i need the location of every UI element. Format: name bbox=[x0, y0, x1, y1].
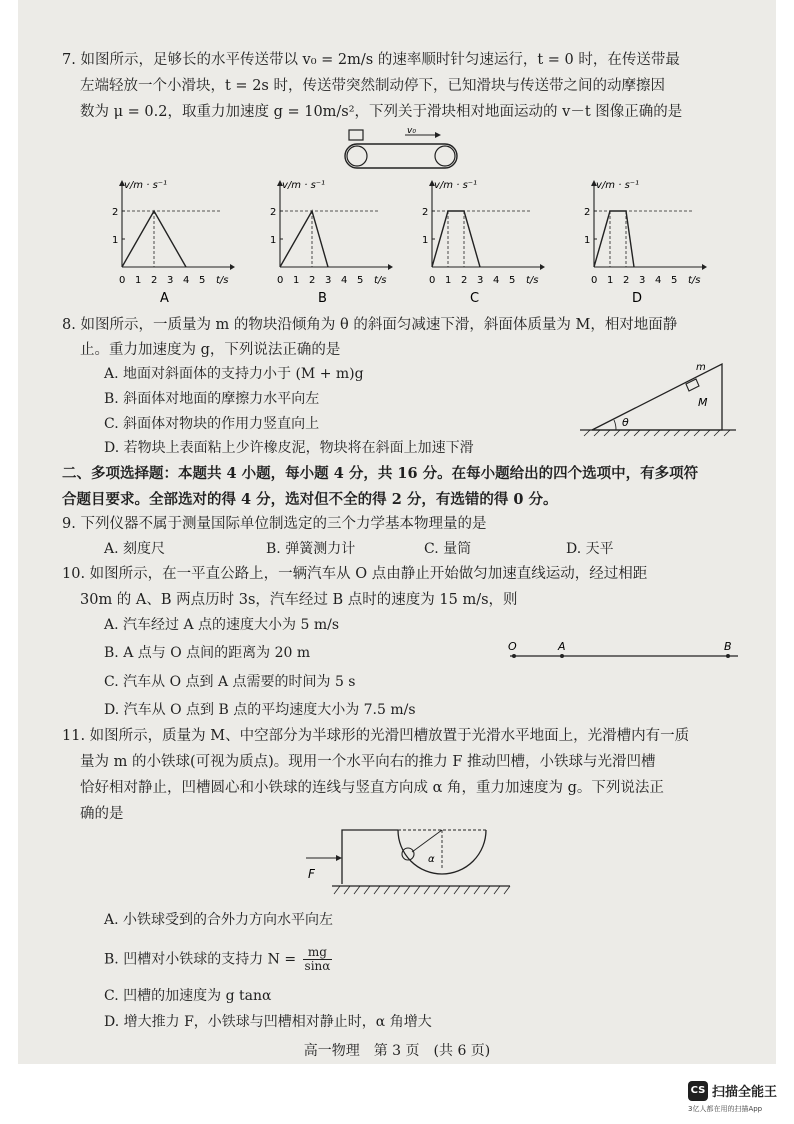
t-axis-label: t/s bbox=[526, 275, 539, 286]
q8-option-c: C. 斜面体对物块的作用力竖直向上 bbox=[104, 416, 320, 432]
graph-option-letter: B bbox=[318, 291, 327, 304]
groove-f-label: F bbox=[308, 867, 315, 881]
x-tick-label: 2 bbox=[623, 275, 630, 286]
q8-line1: 8. 如图所示，一质量为 m 的物块沿倾角为 θ 的斜面匀减速下滑，斜面体质量为 M，相对地面静 bbox=[62, 317, 678, 333]
section2-line1: 二、多项选择题：本题共 4 小题，每小题 4 分，共 16 分。在每小题给出的四个选项中，有多项符 bbox=[62, 465, 699, 482]
x-tick-label: 3 bbox=[325, 275, 332, 286]
graph-option-letter: D bbox=[632, 291, 643, 304]
camscanner-logo: CS bbox=[688, 1081, 708, 1101]
vt-curve bbox=[280, 211, 328, 267]
v-axis-label: v/m · s⁻¹ bbox=[124, 180, 168, 191]
t-axis-label: t/s bbox=[374, 275, 387, 286]
q8-line2: 止。重力加速度为 g，下列说法正确的是 bbox=[80, 342, 341, 358]
v-axis-label: v/m · s⁻¹ bbox=[596, 180, 640, 191]
x-tick-label: 1 bbox=[135, 275, 142, 286]
y-tick-label: 1 bbox=[270, 235, 277, 246]
vt-graph-b bbox=[256, 172, 396, 304]
x-tick-label: 5 bbox=[509, 275, 516, 286]
x-tick-label: 4 bbox=[183, 275, 190, 286]
vt-curve bbox=[594, 211, 634, 267]
q11-line2: 量为 m 的小铁球(可视为质点)。现用一个水平向右的推力 F 推动凹槽，小铁球与光滑凹槽 bbox=[80, 754, 656, 770]
q7-line3: 数为 μ = 0.2，取重力加速度 g = 10m/s²，下列关于滑块相对地面运动的 v－t 图像正确的是 bbox=[80, 104, 683, 120]
conveyor-belt-figure bbox=[335, 126, 465, 174]
q9-option-c: C. 量筒 bbox=[424, 541, 472, 557]
graph-option-letter: C bbox=[470, 291, 480, 304]
q11-option-b bbox=[104, 946, 334, 973]
vt-curve bbox=[432, 211, 480, 267]
camscanner-tagline: 3亿人都在用的扫描App bbox=[688, 1105, 763, 1113]
q9-option-b: B. 弹簧测力计 bbox=[266, 541, 356, 557]
x-tick-label: 2 bbox=[309, 275, 316, 286]
t-axis-arrow bbox=[540, 264, 545, 270]
road-point-b: B bbox=[724, 640, 732, 653]
groove-alpha-label: α bbox=[428, 854, 435, 865]
q9-stem: 9. 下列仪器不属于测量国际单位制选定的三个力学基本物理量的是 bbox=[62, 516, 487, 532]
t-axis-arrow bbox=[702, 264, 707, 270]
y-tick-label: 2 bbox=[112, 207, 119, 218]
q10-line1: 10. 如图所示，在一平直公路上，一辆汽车从 O 点由静止开始做匀加速直线运动，经过相距 bbox=[62, 566, 648, 582]
x-tick-label: 3 bbox=[639, 275, 646, 286]
x-tick-label: 1 bbox=[293, 275, 300, 286]
y-tick-label: 1 bbox=[112, 235, 119, 246]
fraction-numerator: mg bbox=[303, 946, 333, 960]
t-axis-arrow bbox=[388, 264, 393, 270]
q11-option-b-fraction bbox=[303, 946, 333, 973]
q11-option-a: A. 小铁球受到的合外力方向水平向左 bbox=[104, 912, 334, 928]
q11-line4: 确的是 bbox=[80, 806, 124, 822]
road-figure bbox=[502, 636, 742, 666]
v-axis-label: v/m · s⁻¹ bbox=[434, 180, 478, 191]
vt-graph-a bbox=[98, 172, 238, 304]
vt-graph-d bbox=[570, 172, 710, 304]
road-point-a: A bbox=[558, 640, 566, 653]
x-tick-label: 0 bbox=[119, 275, 126, 286]
x-tick-label: 3 bbox=[167, 275, 174, 286]
x-tick-label: 0 bbox=[429, 275, 436, 286]
t-axis-label: t/s bbox=[216, 275, 229, 286]
t-axis-arrow bbox=[230, 264, 235, 270]
road-point-o: O bbox=[508, 640, 517, 653]
fraction-denominator: sinα bbox=[304, 959, 331, 973]
q9-option-d: D. 天平 bbox=[566, 541, 614, 557]
y-tick-label: 1 bbox=[584, 235, 591, 246]
x-tick-label: 1 bbox=[445, 275, 452, 286]
x-tick-label: 0 bbox=[277, 275, 284, 286]
incline-M-label: M bbox=[698, 396, 708, 409]
camscanner-name: 扫描全能王 bbox=[712, 1085, 778, 1100]
q8-option-d: D. 若物块上表面粘上少许橡皮泥，物块将在斜面上加速下滑 bbox=[104, 440, 474, 456]
x-tick-label: 1 bbox=[607, 275, 614, 286]
q10-option-a: A. 汽车经过 A 点的速度大小为 5 m/s bbox=[104, 617, 340, 633]
q10-line2: 30m 的 A、B 两点历时 3s，汽车经过 B 点时的速度为 15 m/s，则 bbox=[80, 592, 518, 608]
incline-figure bbox=[570, 358, 740, 440]
x-tick-label: 5 bbox=[671, 275, 678, 286]
q10-option-b: B. A 点与 O 点间的距离为 20 m bbox=[104, 645, 311, 661]
q11-option-c: C. 凹槽的加速度为 g tanα bbox=[104, 988, 272, 1004]
belt-v0-label: v₀ bbox=[407, 126, 416, 136]
q11-option-d: D. 增大推力 F，小铁球与凹槽相对静止时，α 角增大 bbox=[104, 1014, 432, 1030]
y-tick-label: 2 bbox=[270, 207, 277, 218]
incline-theta-label: θ bbox=[622, 416, 629, 429]
q9-option-a: A. 刻度尺 bbox=[104, 541, 166, 557]
page-footer: 高一物理 第 3 页 (共 6 页) bbox=[303, 1043, 491, 1059]
q10-option-d: D. 汽车从 O 点到 B 点的平均速度大小为 7.5 m/s bbox=[104, 702, 416, 718]
q11-line3: 恰好相对静止，凹槽圆心和小铁球的连线与竖直方向成 α 角，重力加速度为 g。下列说法正 bbox=[80, 780, 664, 796]
section2-line2: 合题目要求。全部选对的得 4 分，选对但不全的得 2 分，有选错的得 0 分。 bbox=[62, 491, 558, 508]
q8-option-b: B. 斜面体对地面的摩擦力水平向左 bbox=[104, 391, 320, 407]
x-tick-label: 5 bbox=[199, 275, 206, 286]
x-tick-label: 3 bbox=[477, 275, 484, 286]
y-tick-label: 1 bbox=[422, 235, 429, 246]
x-tick-label: 4 bbox=[493, 275, 500, 286]
x-tick-label: 2 bbox=[461, 275, 468, 286]
y-tick-label: 2 bbox=[422, 207, 429, 218]
q7-line2: 左端轻放一个小滑块，t = 2s 时，传送带突然制动停下，已知滑块与传送带之间的动摩擦因 bbox=[80, 78, 665, 94]
q10-option-c: C. 汽车从 O 点到 A 点需要的时间为 5 s bbox=[104, 674, 356, 690]
incline-m-label: m bbox=[696, 362, 706, 373]
x-tick-label: 4 bbox=[655, 275, 662, 286]
vt-graph-c bbox=[408, 172, 548, 304]
x-tick-label: 4 bbox=[341, 275, 348, 286]
q11-option-b-prefix: B. 凹槽对小铁球的支持力 N = bbox=[104, 951, 297, 968]
x-tick-label: 2 bbox=[151, 275, 158, 286]
q7-line1: 7. 如图所示，足够长的水平传送带以 v₀ = 2m/s 的速率顺时针匀速运行，t = 0 时，在传送带最 bbox=[62, 52, 680, 68]
q8-option-a: A. 地面对斜面体的支持力小于 (M + m)g bbox=[104, 366, 364, 382]
graph-option-letter: A bbox=[160, 291, 169, 304]
y-tick-label: 2 bbox=[584, 207, 591, 218]
x-tick-label: 0 bbox=[591, 275, 598, 286]
groove-figure bbox=[300, 822, 515, 904]
q11-line1: 11. 如图所示，质量为 M、中空部分为半球形的光滑凹槽放置于光滑水平地面上，光滑槽内有一质 bbox=[62, 728, 690, 744]
v-axis-label: v/m · s⁻¹ bbox=[282, 180, 326, 191]
t-axis-label: t/s bbox=[688, 275, 701, 286]
x-tick-label: 5 bbox=[357, 275, 364, 286]
